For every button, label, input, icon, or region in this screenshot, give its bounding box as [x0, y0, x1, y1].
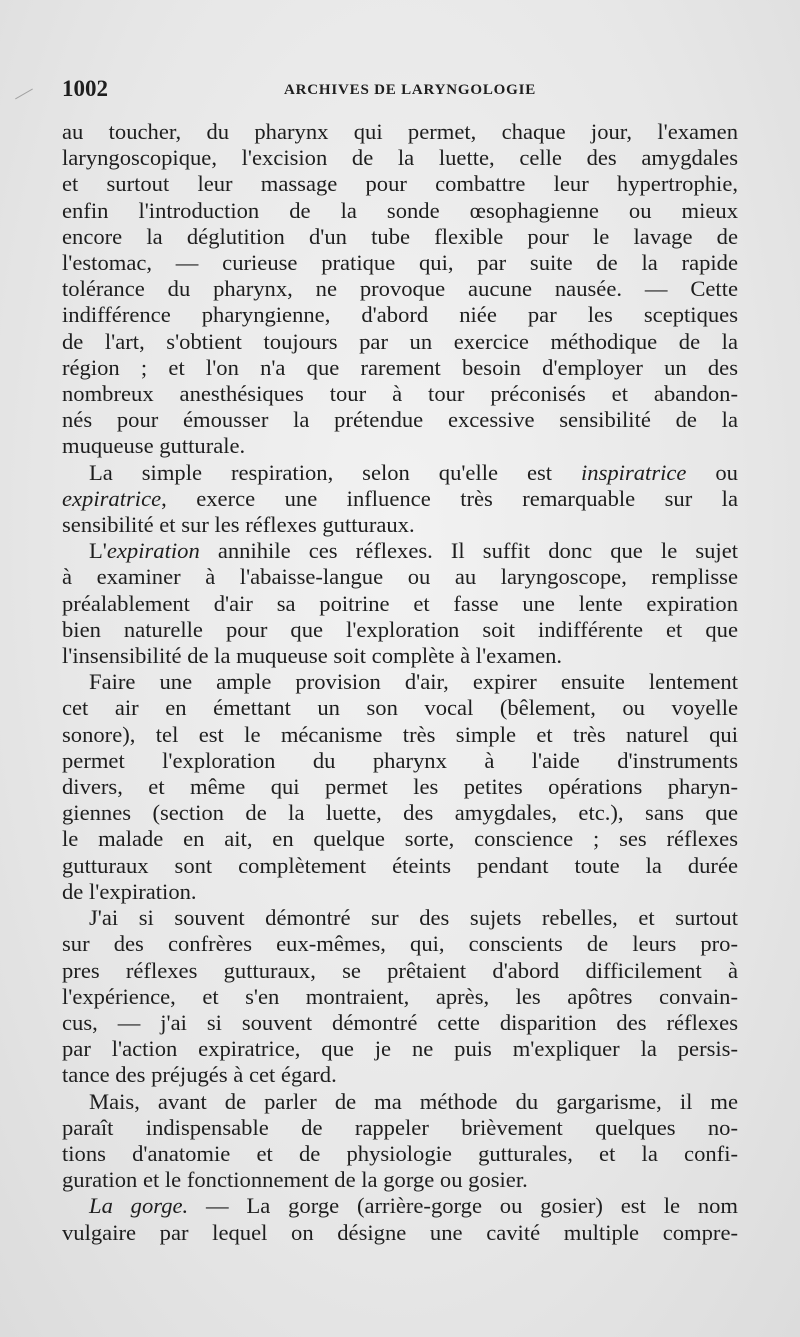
- text-line: par l'action expiratrice, que je ne puis m'expliquer la persis-: [62, 1036, 738, 1062]
- text-line: nombreux anesthésiques tour à tour préconisés et abandon-: [62, 381, 738, 407]
- text-line: La gorge. — La gorge (arrière-gorge ou gosier) est le nom: [89, 1193, 738, 1219]
- text-line: sur des confrères eux-mêmes, qui, conscients de leurs pro-: [62, 931, 738, 957]
- page-number: 1002: [62, 76, 108, 101]
- running-title: ARCHIVES DE LARYNGOLOGIE: [284, 82, 537, 98]
- text-line: permet l'exploration du pharynx à l'aide d'instruments: [62, 747, 738, 773]
- text-line: encore la déglutition d'un tube flexible pour le lavage de: [62, 223, 738, 249]
- text-line: l'expérience, et s'en montraient, après, les apôtres convain-: [62, 983, 738, 1009]
- text-line: Mais, avant de parler de ma méthode du gargarisme, il me: [89, 1088, 738, 1114]
- text-line: L'expiration annihile ces réflexes. Il suffit donc que le sujet: [89, 538, 738, 564]
- text-line: gutturaux sont complètement éteints pendant toute la durée: [62, 852, 738, 878]
- text-line: tolérance du pharynx, ne provoque aucune nausée. — Cette: [62, 276, 738, 302]
- text-line: de l'art, s'obtient toujours par un exercice méthodique de la: [62, 328, 738, 354]
- text-line: l'estomac, — curieuse pratique qui, par suite de la rapide: [62, 250, 738, 276]
- text-line: vulgaire par lequel on désigne une cavité multiple compre-: [62, 1219, 738, 1245]
- text-line: le malade en ait, en quelque sorte, conscience ; ses réflexes: [62, 826, 738, 852]
- text-line: bien naturelle pour que l'exploration soit indifférente et que: [62, 616, 738, 642]
- text-line: divers, et même qui permet les petites opérations pharyn-: [62, 774, 738, 800]
- text-line: l'insensibilité de la muqueuse soit complète à l'examen.: [62, 643, 563, 669]
- text-line: cus, — j'ai si souvent démontré cette disparition des réflexes: [62, 1009, 738, 1035]
- text-line: tance des préjugés à cet égard.: [62, 1062, 337, 1088]
- text-line: indifférence pharyngienne, d'abord niée par les sceptiques: [62, 302, 738, 328]
- text-line: expiratrice, exerce une influence très remarquable sur la: [62, 485, 738, 511]
- italic-term: inspiratrice: [581, 459, 687, 485]
- text-line: Faire une ample provision d'air, expirer ensuite lentement: [89, 669, 738, 695]
- text-line: paraît indispensable de rappeler brièvement quelques no-: [62, 1114, 738, 1140]
- text-line: sensibilité et sur les réflexes gutturaux.: [62, 512, 415, 538]
- text-line: cet air en émettant un son vocal (bêlement, ou voyelle: [62, 695, 738, 721]
- text-line: à examiner à l'abaisse-langue ou au laryngoscope, remplisse: [62, 564, 738, 590]
- text-line: J'ai si souvent démontré sur des sujets rebelles, et surtout: [89, 905, 738, 931]
- text-line: muqueuse gutturale.: [62, 433, 246, 459]
- text-line: La simple respiration, selon qu'elle est inspiratrice ou: [89, 459, 738, 485]
- text-line: guration et le fonctionnement de la gorge ou gosier.: [62, 1167, 528, 1193]
- body-text: [62, 119, 738, 1246]
- text-line: sonore), tel est le mécanisme très simple et très naturel qui: [62, 721, 738, 747]
- text-line: au toucher, du pharynx qui permet, chaque jour, l'examen: [62, 119, 738, 144]
- italic-term: La gorge.: [89, 1193, 189, 1219]
- italic-term: expiratrice: [62, 485, 162, 511]
- text-line: tions d'anatomie et de physiologie gutturales, et la confi-: [62, 1140, 738, 1166]
- text-line: préalablement d'air sa poitrine et fasse une lente expiration: [62, 590, 738, 616]
- text-line: giennes (section de la luette, des amygdales, etc.), sans que: [62, 800, 738, 826]
- text-line: nés pour émousser la prétendue excessive sensibilité de la: [62, 407, 738, 433]
- text-line: et surtout leur massage pour combattre leur hypertrophie,: [62, 171, 738, 197]
- text-line: pres réflexes gutturaux, se prêtaient d'abord difficilement à: [62, 957, 738, 983]
- italic-term: expiration: [106, 538, 200, 564]
- text-line: laryngoscopique, l'excision de la luette, celle des amygdales: [62, 145, 738, 171]
- text-line: région ; et l'on n'a que rarement besoin d'employer un des: [62, 354, 738, 380]
- margin-mark: [11, 82, 33, 100]
- text-line: de l'expiration.: [62, 878, 197, 904]
- page-header: [62, 76, 742, 102]
- text-line: enfin l'introduction de la sonde œsophagienne ou mieux: [62, 197, 738, 223]
